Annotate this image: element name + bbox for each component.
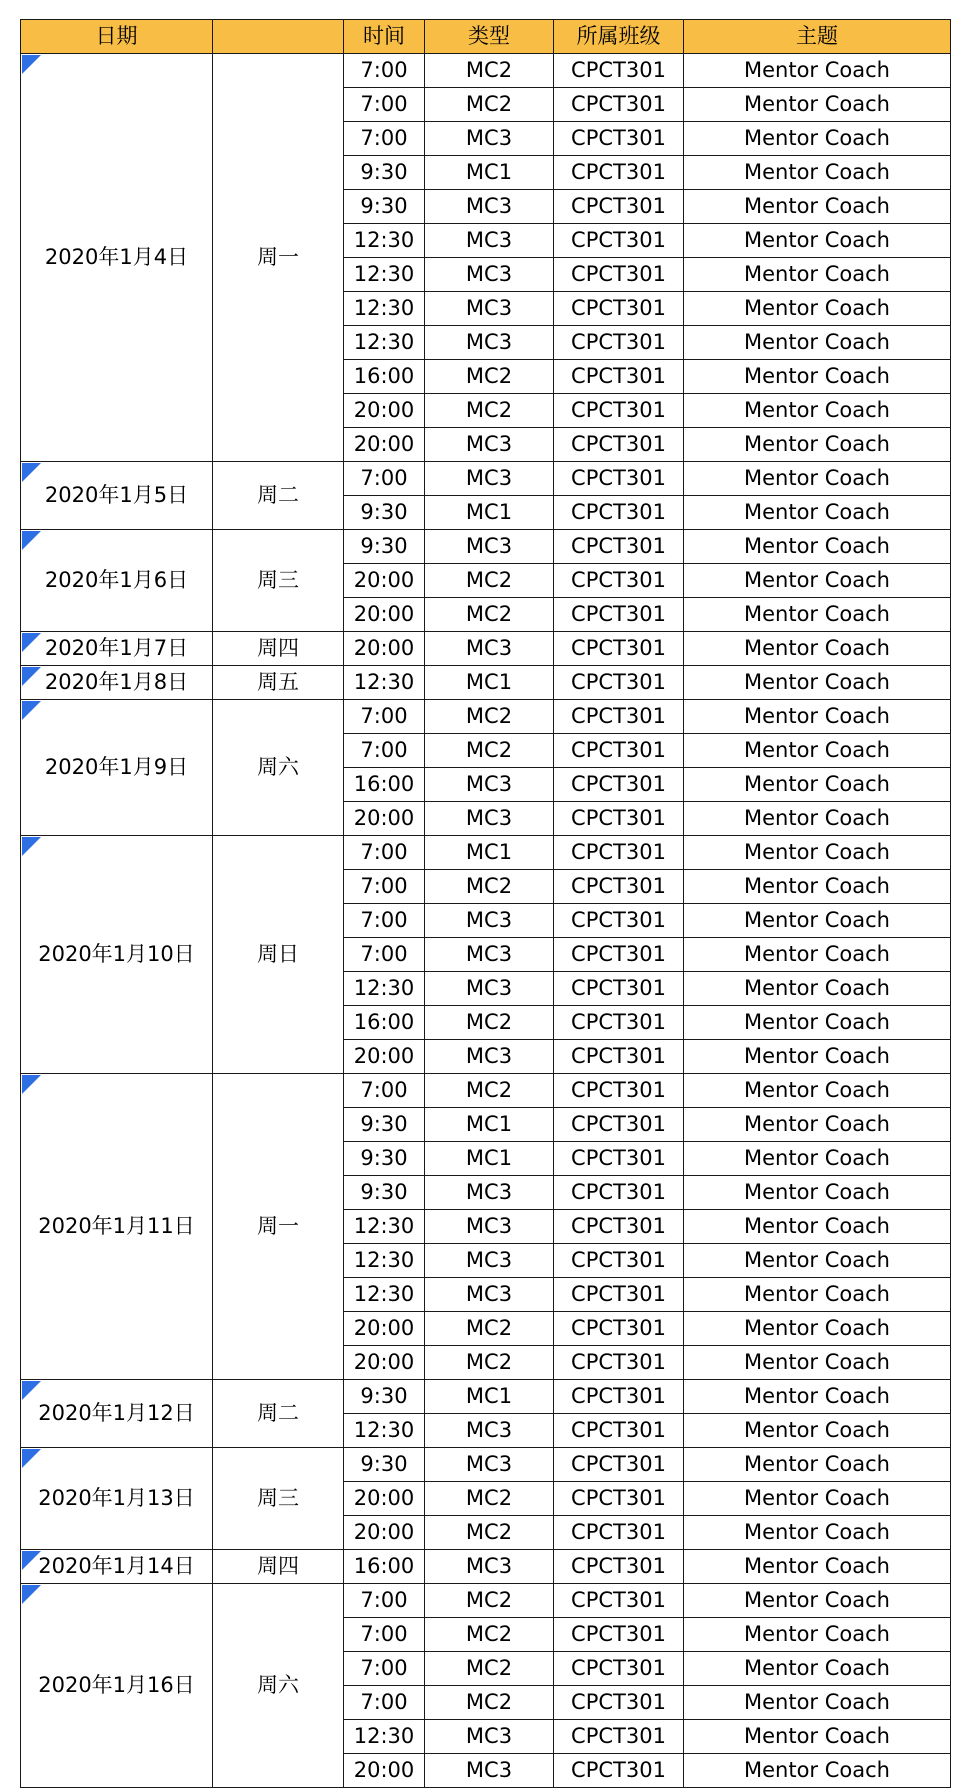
class-cell[interactable]: CPCT301 bbox=[554, 938, 684, 972]
class-cell[interactable]: CPCT301 bbox=[554, 88, 684, 122]
type-cell[interactable]: MC3 bbox=[425, 904, 554, 938]
header-weekday[interactable] bbox=[213, 20, 344, 54]
time-cell[interactable]: 12:30 bbox=[344, 1720, 425, 1754]
topic-cell[interactable]: Mentor Coach bbox=[684, 632, 951, 666]
class-cell[interactable]: CPCT301 bbox=[554, 802, 684, 836]
type-cell[interactable]: MC3 bbox=[425, 1244, 554, 1278]
time-cell[interactable]: 20:00 bbox=[344, 1754, 425, 1788]
type-cell[interactable]: MC3 bbox=[425, 1754, 554, 1788]
time-cell[interactable]: 20:00 bbox=[344, 428, 425, 462]
class-cell[interactable]: CPCT301 bbox=[554, 1550, 684, 1584]
type-cell[interactable]: MC3 bbox=[425, 1040, 554, 1074]
class-cell[interactable]: CPCT301 bbox=[554, 666, 684, 700]
topic-cell[interactable]: Mentor Coach bbox=[684, 1210, 951, 1244]
time-cell[interactable]: 9:30 bbox=[344, 1380, 425, 1414]
time-cell[interactable]: 7:00 bbox=[344, 1652, 425, 1686]
topic-cell[interactable]: Mentor Coach bbox=[684, 734, 951, 768]
date-cell[interactable] bbox=[21, 1584, 213, 1788]
weekday-cell[interactable]: 周二 bbox=[213, 462, 344, 530]
time-cell[interactable]: 12:30 bbox=[344, 972, 425, 1006]
class-cell[interactable]: CPCT301 bbox=[554, 904, 684, 938]
type-cell[interactable]: MC3 bbox=[425, 1448, 554, 1482]
class-cell[interactable]: CPCT301 bbox=[554, 564, 684, 598]
table-row bbox=[21, 700, 951, 734]
header-date[interactable]: 日期 bbox=[21, 20, 213, 54]
time-cell[interactable]: 12:30 bbox=[344, 1278, 425, 1312]
topic-cell[interactable]: Mentor Coach bbox=[684, 88, 951, 122]
type-cell[interactable]: MC2 bbox=[425, 1584, 554, 1618]
topic-cell[interactable]: Mentor Coach bbox=[684, 904, 951, 938]
time-cell[interactable]: 9:30 bbox=[344, 1108, 425, 1142]
topic-cell[interactable]: Mentor Coach bbox=[684, 1516, 951, 1550]
table-row bbox=[21, 54, 951, 88]
time-cell[interactable]: 16:00 bbox=[344, 360, 425, 394]
type-cell[interactable]: MC1 bbox=[425, 1380, 554, 1414]
class-cell[interactable]: CPCT301 bbox=[554, 224, 684, 258]
class-cell[interactable]: CPCT301 bbox=[554, 1142, 684, 1176]
class-cell[interactable]: CPCT301 bbox=[554, 530, 684, 564]
topic-cell[interactable]: Mentor Coach bbox=[684, 1108, 951, 1142]
header-type[interactable]: 类型 bbox=[425, 20, 554, 54]
class-cell[interactable]: CPCT301 bbox=[554, 598, 684, 632]
topic-cell[interactable]: Mentor Coach bbox=[684, 1244, 951, 1278]
time-cell[interactable]: 20:00 bbox=[344, 394, 425, 428]
type-cell[interactable]: MC3 bbox=[425, 224, 554, 258]
table-body bbox=[21, 54, 951, 1788]
table-row bbox=[21, 1550, 951, 1584]
date-cell[interactable] bbox=[21, 632, 213, 666]
time-cell[interactable]: 7:00 bbox=[344, 122, 425, 156]
topic-cell[interactable]: Mentor Coach bbox=[684, 496, 951, 530]
comment-indicator-icon bbox=[22, 1381, 41, 1400]
topic-cell[interactable]: Mentor Coach bbox=[684, 972, 951, 1006]
topic-cell[interactable]: Mentor Coach bbox=[684, 768, 951, 802]
type-cell[interactable]: MC2 bbox=[425, 870, 554, 904]
date-value: 2020年1月13日 bbox=[38, 1486, 195, 1510]
topic-cell[interactable]: Mentor Coach bbox=[684, 564, 951, 598]
weekday-cell[interactable]: 周六 bbox=[213, 700, 344, 836]
type-cell[interactable]: MC3 bbox=[425, 122, 554, 156]
topic-cell[interactable]: Mentor Coach bbox=[684, 870, 951, 904]
date-value: 2020年1月16日 bbox=[38, 1673, 195, 1697]
type-cell[interactable]: MC3 bbox=[425, 1414, 554, 1448]
time-cell[interactable]: 9:30 bbox=[344, 190, 425, 224]
class-cell[interactable]: CPCT301 bbox=[554, 1312, 684, 1346]
comment-indicator-icon bbox=[22, 633, 41, 652]
weekday-cell[interactable]: 周日 bbox=[213, 836, 344, 1074]
topic-cell[interactable]: Mentor Coach bbox=[684, 1040, 951, 1074]
topic-cell[interactable]: Mentor Coach bbox=[684, 1278, 951, 1312]
class-cell[interactable]: CPCT301 bbox=[554, 1618, 684, 1652]
time-cell[interactable]: 16:00 bbox=[344, 768, 425, 802]
time-cell[interactable]: 16:00 bbox=[344, 1550, 425, 1584]
time-cell[interactable]: 9:30 bbox=[344, 1176, 425, 1210]
date-value: 2020年1月8日 bbox=[44, 670, 189, 694]
weekday-cell[interactable]: 周一 bbox=[213, 54, 344, 462]
date-cell[interactable] bbox=[21, 1550, 213, 1584]
class-cell[interactable]: CPCT301 bbox=[554, 462, 684, 496]
type-cell[interactable]: MC3 bbox=[425, 292, 554, 326]
class-cell[interactable]: CPCT301 bbox=[554, 428, 684, 462]
time-cell[interactable]: 7:00 bbox=[344, 1618, 425, 1652]
type-cell[interactable]: MC3 bbox=[425, 1278, 554, 1312]
type-cell[interactable]: MC2 bbox=[425, 734, 554, 768]
topic-cell[interactable]: Mentor Coach bbox=[684, 1312, 951, 1346]
date-cell[interactable] bbox=[21, 1448, 213, 1550]
weekday-cell[interactable]: 周一 bbox=[213, 1074, 344, 1380]
topic-cell[interactable]: Mentor Coach bbox=[684, 326, 951, 360]
class-cell[interactable]: CPCT301 bbox=[554, 1754, 684, 1788]
header-class[interactable]: 所属班级 bbox=[554, 20, 684, 54]
comment-indicator-icon bbox=[22, 837, 41, 856]
topic-cell[interactable]: Mentor Coach bbox=[684, 122, 951, 156]
class-cell[interactable]: CPCT301 bbox=[554, 1448, 684, 1482]
table-row bbox=[21, 1448, 951, 1482]
date-value: 2020年1月14日 bbox=[38, 1554, 195, 1578]
class-cell[interactable]: CPCT301 bbox=[554, 258, 684, 292]
weekday-cell[interactable]: 周五 bbox=[213, 666, 344, 700]
class-cell[interactable]: CPCT301 bbox=[554, 190, 684, 224]
comment-indicator-icon bbox=[22, 1075, 41, 1094]
table-row bbox=[21, 632, 951, 666]
time-cell[interactable]: 20:00 bbox=[344, 1482, 425, 1516]
topic-cell[interactable]: Mentor Coach bbox=[684, 1618, 951, 1652]
topic-cell[interactable]: Mentor Coach bbox=[684, 700, 951, 734]
comment-indicator-icon bbox=[22, 55, 41, 74]
weekday-cell[interactable]: 周三 bbox=[213, 530, 344, 632]
type-cell[interactable]: MC2 bbox=[425, 394, 554, 428]
type-cell[interactable]: MC1 bbox=[425, 836, 554, 870]
comment-indicator-icon bbox=[22, 463, 41, 482]
date-cell[interactable] bbox=[21, 54, 213, 462]
type-cell[interactable]: MC2 bbox=[425, 700, 554, 734]
time-cell[interactable]: 12:30 bbox=[344, 326, 425, 360]
time-cell[interactable]: 20:00 bbox=[344, 564, 425, 598]
comment-indicator-icon bbox=[22, 1449, 41, 1468]
date-value: 2020年1月5日 bbox=[44, 483, 189, 507]
class-cell[interactable]: CPCT301 bbox=[554, 156, 684, 190]
time-cell[interactable]: 9:30 bbox=[344, 156, 425, 190]
topic-cell[interactable]: Mentor Coach bbox=[684, 1652, 951, 1686]
time-cell[interactable]: 7:00 bbox=[344, 734, 425, 768]
topic-cell[interactable]: Mentor Coach bbox=[684, 156, 951, 190]
date-value: 2020年1月12日 bbox=[38, 1401, 195, 1425]
class-cell[interactable]: CPCT301 bbox=[554, 1244, 684, 1278]
time-cell[interactable]: 7:00 bbox=[344, 904, 425, 938]
type-cell[interactable]: MC2 bbox=[425, 564, 554, 598]
topic-cell[interactable]: Mentor Coach bbox=[684, 530, 951, 564]
class-cell[interactable]: CPCT301 bbox=[554, 394, 684, 428]
topic-cell[interactable]: Mentor Coach bbox=[684, 1754, 951, 1788]
topic-cell[interactable]: Mentor Coach bbox=[684, 54, 951, 88]
comment-indicator-icon bbox=[22, 667, 41, 686]
class-cell[interactable]: CPCT301 bbox=[554, 54, 684, 88]
table-row bbox=[21, 1584, 951, 1618]
weekday-cell[interactable]: 周三 bbox=[213, 1448, 344, 1550]
time-cell[interactable]: 12:30 bbox=[344, 224, 425, 258]
time-cell[interactable]: 12:30 bbox=[344, 258, 425, 292]
date-cell[interactable] bbox=[21, 1074, 213, 1380]
comment-indicator-icon bbox=[22, 701, 41, 720]
type-cell[interactable]: MC1 bbox=[425, 1142, 554, 1176]
class-cell[interactable]: CPCT301 bbox=[554, 768, 684, 802]
class-cell[interactable]: CPCT301 bbox=[554, 326, 684, 360]
date-cell[interactable] bbox=[21, 1380, 213, 1448]
table-row bbox=[21, 666, 951, 700]
topic-cell[interactable]: Mentor Coach bbox=[684, 1584, 951, 1618]
time-cell[interactable]: 20:00 bbox=[344, 802, 425, 836]
topic-cell[interactable]: Mentor Coach bbox=[684, 1346, 951, 1380]
class-cell[interactable]: CPCT301 bbox=[554, 700, 684, 734]
time-cell[interactable]: 12:30 bbox=[344, 666, 425, 700]
topic-cell[interactable]: Mentor Coach bbox=[684, 462, 951, 496]
type-cell[interactable]: MC1 bbox=[425, 1108, 554, 1142]
type-cell[interactable]: MC3 bbox=[425, 462, 554, 496]
time-cell[interactable]: 20:00 bbox=[344, 1346, 425, 1380]
time-cell[interactable]: 20:00 bbox=[344, 1040, 425, 1074]
type-cell[interactable]: MC2 bbox=[425, 1312, 554, 1346]
time-cell[interactable]: 20:00 bbox=[344, 1516, 425, 1550]
comment-indicator-icon bbox=[22, 531, 41, 550]
type-cell[interactable]: MC3 bbox=[425, 428, 554, 462]
time-cell[interactable]: 12:30 bbox=[344, 1244, 425, 1278]
topic-cell[interactable]: Mentor Coach bbox=[684, 224, 951, 258]
table-row bbox=[21, 1380, 951, 1414]
type-cell[interactable]: MC3 bbox=[425, 632, 554, 666]
topic-cell[interactable]: Mentor Coach bbox=[684, 1550, 951, 1584]
date-value: 2020年1月4日 bbox=[44, 245, 189, 269]
topic-cell[interactable]: Mentor Coach bbox=[684, 1176, 951, 1210]
time-cell[interactable]: 9:30 bbox=[344, 496, 425, 530]
class-cell[interactable]: CPCT301 bbox=[554, 870, 684, 904]
time-cell[interactable]: 16:00 bbox=[344, 1006, 425, 1040]
class-cell[interactable]: CPCT301 bbox=[554, 1074, 684, 1108]
class-cell[interactable]: CPCT301 bbox=[554, 360, 684, 394]
class-cell[interactable]: CPCT301 bbox=[554, 1720, 684, 1754]
class-cell[interactable]: CPCT301 bbox=[554, 292, 684, 326]
type-cell[interactable]: MC2 bbox=[425, 54, 554, 88]
spreadsheet bbox=[20, 19, 950, 1788]
topic-cell[interactable]: Mentor Coach bbox=[684, 1448, 951, 1482]
time-cell[interactable]: 9:30 bbox=[344, 530, 425, 564]
topic-cell[interactable]: Mentor Coach bbox=[684, 1380, 951, 1414]
topic-cell[interactable]: Mentor Coach bbox=[684, 360, 951, 394]
topic-cell[interactable]: Mentor Coach bbox=[684, 836, 951, 870]
time-cell[interactable]: 12:30 bbox=[344, 1210, 425, 1244]
type-cell[interactable]: MC2 bbox=[425, 1686, 554, 1720]
time-cell[interactable]: 7:00 bbox=[344, 462, 425, 496]
type-cell[interactable]: MC3 bbox=[425, 530, 554, 564]
type-cell[interactable]: MC3 bbox=[425, 1210, 554, 1244]
class-cell[interactable]: CPCT301 bbox=[554, 1584, 684, 1618]
table-row bbox=[21, 462, 951, 496]
type-cell[interactable]: MC2 bbox=[425, 1006, 554, 1040]
type-cell[interactable]: MC3 bbox=[425, 972, 554, 1006]
class-cell[interactable]: CPCT301 bbox=[554, 1040, 684, 1074]
type-cell[interactable]: MC3 bbox=[425, 1720, 554, 1754]
date-value: 2020年1月7日 bbox=[44, 636, 189, 660]
type-cell[interactable]: MC3 bbox=[425, 1550, 554, 1584]
type-cell[interactable]: MC2 bbox=[425, 1074, 554, 1108]
type-cell[interactable]: MC2 bbox=[425, 360, 554, 394]
topic-cell[interactable]: Mentor Coach bbox=[684, 1414, 951, 1448]
date-value: 2020年1月6日 bbox=[44, 568, 189, 592]
weekday-cell[interactable]: 周四 bbox=[213, 632, 344, 666]
schedule-table bbox=[20, 19, 951, 1788]
time-cell[interactable]: 7:00 bbox=[344, 88, 425, 122]
class-cell[interactable]: CPCT301 bbox=[554, 122, 684, 156]
header-topic[interactable]: 主题 bbox=[684, 20, 951, 54]
topic-cell[interactable]: Mentor Coach bbox=[684, 1720, 951, 1754]
date-cell[interactable] bbox=[21, 666, 213, 700]
weekday-cell[interactable]: 周二 bbox=[213, 1380, 344, 1448]
topic-cell[interactable]: Mentor Coach bbox=[684, 1006, 951, 1040]
class-cell[interactable]: CPCT301 bbox=[554, 496, 684, 530]
type-cell[interactable]: MC3 bbox=[425, 1176, 554, 1210]
topic-cell[interactable]: Mentor Coach bbox=[684, 394, 951, 428]
class-cell[interactable]: CPCT301 bbox=[554, 1482, 684, 1516]
time-cell[interactable]: 12:30 bbox=[344, 1414, 425, 1448]
time-cell[interactable]: 7:00 bbox=[344, 1584, 425, 1618]
class-cell[interactable]: CPCT301 bbox=[554, 1516, 684, 1550]
class-cell[interactable]: CPCT301 bbox=[554, 1652, 684, 1686]
topic-cell[interactable]: Mentor Coach bbox=[684, 190, 951, 224]
date-cell[interactable] bbox=[21, 700, 213, 836]
type-cell[interactable]: MC1 bbox=[425, 666, 554, 700]
class-cell[interactable]: CPCT301 bbox=[554, 1108, 684, 1142]
type-cell[interactable]: MC2 bbox=[425, 1482, 554, 1516]
type-cell[interactable]: MC3 bbox=[425, 190, 554, 224]
header-time[interactable]: 时间 bbox=[344, 20, 425, 54]
topic-cell[interactable]: Mentor Coach bbox=[684, 1686, 951, 1720]
class-cell[interactable]: CPCT301 bbox=[554, 972, 684, 1006]
class-cell[interactable]: CPCT301 bbox=[554, 1006, 684, 1040]
time-cell[interactable]: 7:00 bbox=[344, 836, 425, 870]
topic-cell[interactable]: Mentor Coach bbox=[684, 802, 951, 836]
time-cell[interactable]: 7:00 bbox=[344, 1074, 425, 1108]
time-cell[interactable]: 7:00 bbox=[344, 1686, 425, 1720]
class-cell[interactable]: CPCT301 bbox=[554, 1176, 684, 1210]
type-cell[interactable]: MC2 bbox=[425, 1516, 554, 1550]
date-value: 2020年1月9日 bbox=[44, 755, 189, 779]
topic-cell[interactable]: Mentor Coach bbox=[684, 666, 951, 700]
type-cell[interactable]: MC2 bbox=[425, 88, 554, 122]
type-cell[interactable]: MC3 bbox=[425, 802, 554, 836]
topic-cell[interactable]: Mentor Coach bbox=[684, 598, 951, 632]
header-row bbox=[21, 20, 951, 54]
type-cell[interactable]: MC2 bbox=[425, 1346, 554, 1380]
table-row bbox=[21, 530, 951, 564]
class-cell[interactable]: CPCT301 bbox=[554, 734, 684, 768]
class-cell[interactable]: CPCT301 bbox=[554, 836, 684, 870]
class-cell[interactable]: CPCT301 bbox=[554, 1346, 684, 1380]
type-cell[interactable]: MC2 bbox=[425, 1618, 554, 1652]
topic-cell[interactable]: Mentor Coach bbox=[684, 292, 951, 326]
time-cell[interactable]: 20:00 bbox=[344, 632, 425, 666]
time-cell[interactable]: 7:00 bbox=[344, 938, 425, 972]
type-cell[interactable]: MC3 bbox=[425, 938, 554, 972]
date-cell[interactable] bbox=[21, 462, 213, 530]
time-cell[interactable]: 20:00 bbox=[344, 598, 425, 632]
topic-cell[interactable]: Mentor Coach bbox=[684, 258, 951, 292]
time-cell[interactable]: 7:00 bbox=[344, 54, 425, 88]
topic-cell[interactable]: Mentor Coach bbox=[684, 1074, 951, 1108]
class-cell[interactable]: CPCT301 bbox=[554, 1686, 684, 1720]
date-value: 2020年1月10日 bbox=[38, 942, 195, 966]
type-cell[interactable]: MC2 bbox=[425, 598, 554, 632]
time-cell[interactable]: 7:00 bbox=[344, 700, 425, 734]
type-cell[interactable]: MC3 bbox=[425, 326, 554, 360]
class-cell[interactable]: CPCT301 bbox=[554, 1414, 684, 1448]
time-cell[interactable]: 7:00 bbox=[344, 870, 425, 904]
table-row bbox=[21, 1074, 951, 1108]
topic-cell[interactable]: Mentor Coach bbox=[684, 938, 951, 972]
comment-indicator-icon bbox=[22, 1585, 41, 1604]
time-cell[interactable]: 20:00 bbox=[344, 1312, 425, 1346]
topic-cell[interactable]: Mentor Coach bbox=[684, 1482, 951, 1516]
class-cell[interactable]: CPCT301 bbox=[554, 1278, 684, 1312]
time-cell[interactable]: 12:30 bbox=[344, 292, 425, 326]
type-cell[interactable]: MC1 bbox=[425, 496, 554, 530]
time-cell[interactable]: 9:30 bbox=[344, 1142, 425, 1176]
class-cell[interactable]: CPCT301 bbox=[554, 632, 684, 666]
topic-cell[interactable]: Mentor Coach bbox=[684, 428, 951, 462]
type-cell[interactable]: MC1 bbox=[425, 156, 554, 190]
class-cell[interactable]: CPCT301 bbox=[554, 1380, 684, 1414]
table-row bbox=[21, 836, 951, 870]
date-cell[interactable] bbox=[21, 530, 213, 632]
type-cell[interactable]: MC3 bbox=[425, 258, 554, 292]
date-cell[interactable] bbox=[21, 836, 213, 1074]
time-cell[interactable]: 9:30 bbox=[344, 1448, 425, 1482]
date-value: 2020年1月11日 bbox=[38, 1214, 195, 1238]
weekday-cell[interactable]: 周六 bbox=[213, 1584, 344, 1788]
weekday-cell[interactable]: 周四 bbox=[213, 1550, 344, 1584]
type-cell[interactable]: MC3 bbox=[425, 768, 554, 802]
type-cell[interactable]: MC2 bbox=[425, 1652, 554, 1686]
class-cell[interactable]: CPCT301 bbox=[554, 1210, 684, 1244]
topic-cell[interactable]: Mentor Coach bbox=[684, 1142, 951, 1176]
